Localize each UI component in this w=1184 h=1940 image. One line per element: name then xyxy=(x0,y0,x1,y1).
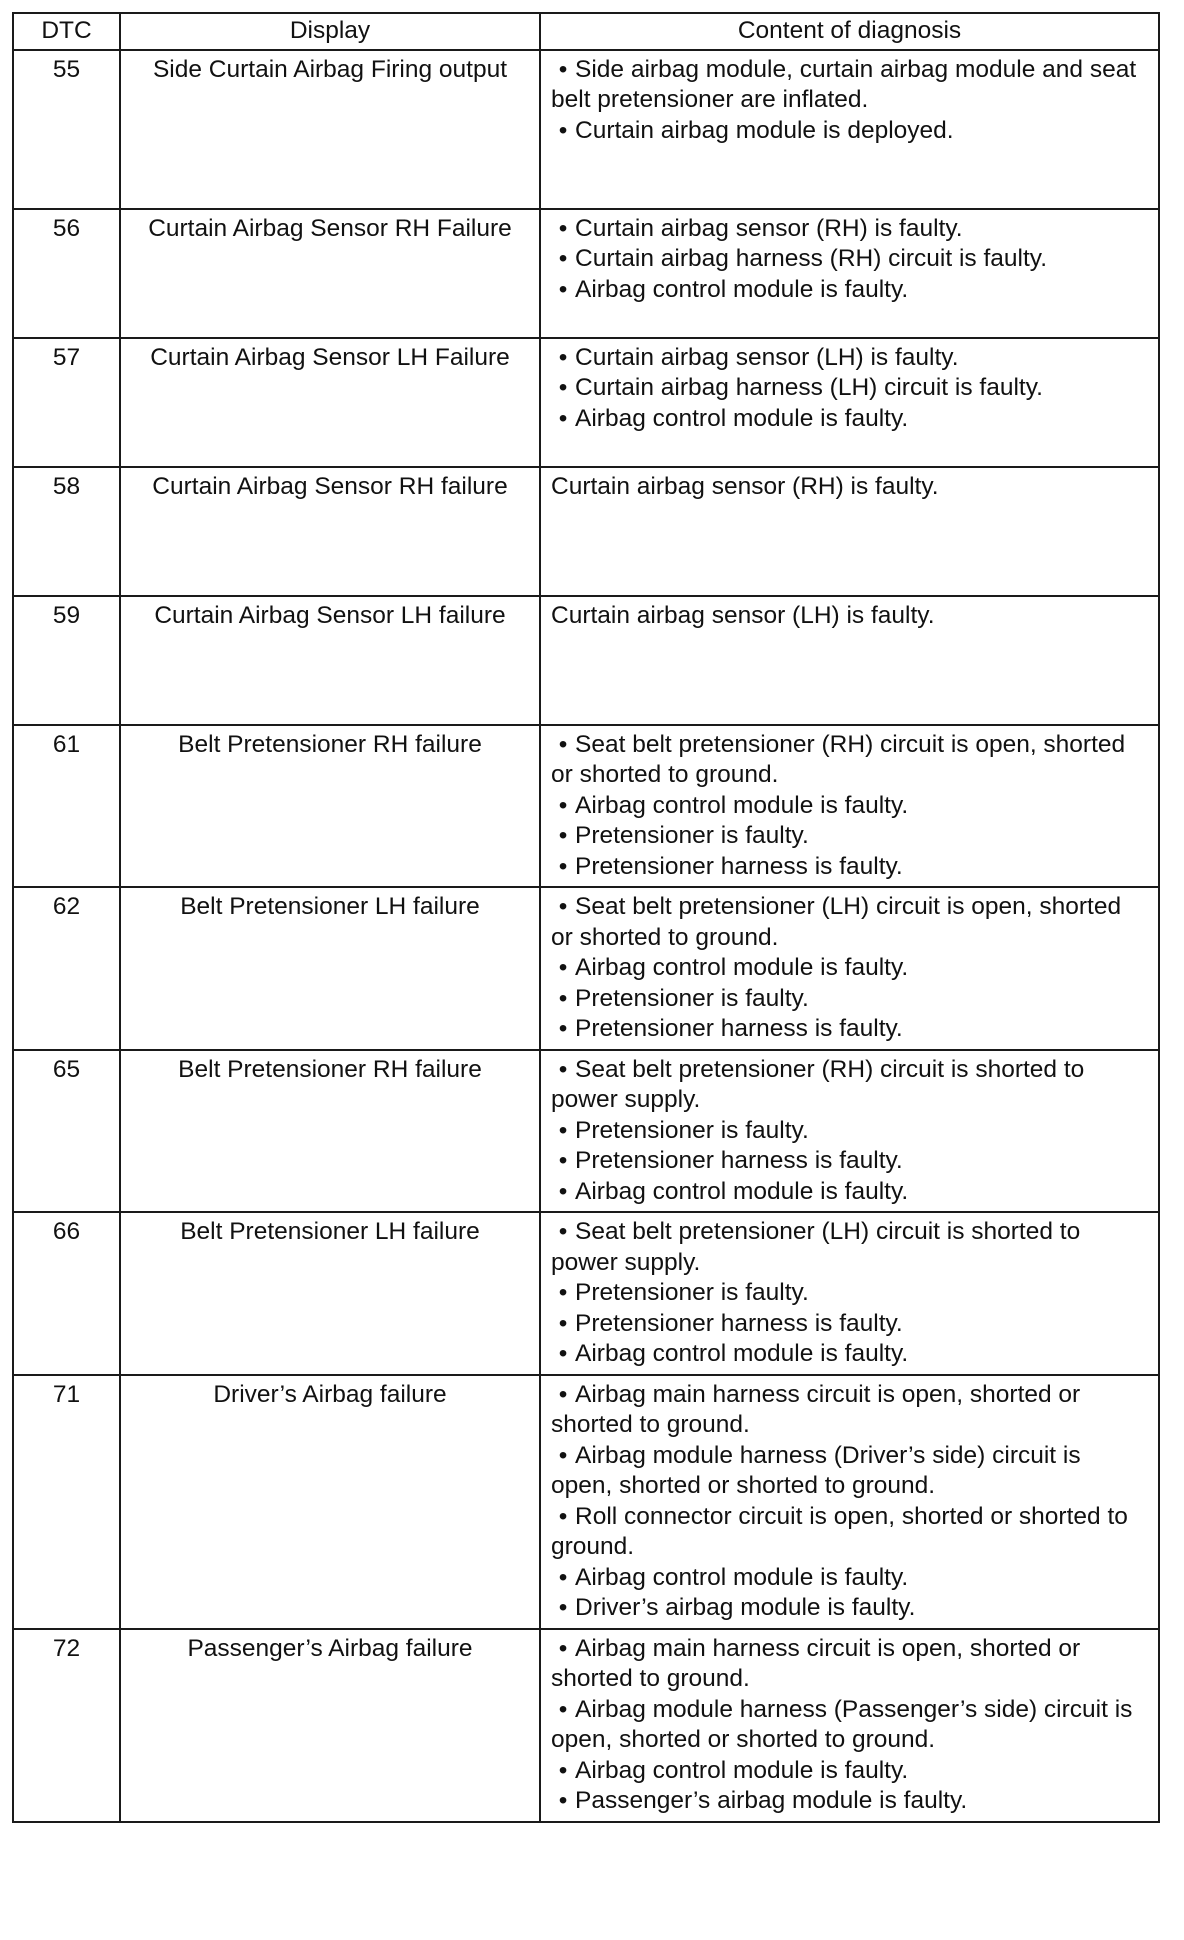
diagnosis-line xyxy=(551,1695,1148,1756)
diagnosis-text: Curtain airbag harness (LH) circuit is faulty. xyxy=(575,374,1043,401)
diagnosis-line xyxy=(551,601,1148,632)
diagnosis-line xyxy=(551,892,1148,953)
diagnosis-text: Airbag control module is faulty. xyxy=(575,1177,909,1205)
table-row xyxy=(13,725,1159,888)
header-display: Display xyxy=(120,13,540,50)
bullet-icon: • xyxy=(558,1340,568,1367)
bullet-icon: • xyxy=(558,730,568,758)
table-row xyxy=(13,1375,1159,1629)
table-header xyxy=(13,13,1159,50)
bullet-icon: • xyxy=(558,1147,568,1174)
diagnosis-text: Pretensioner harness is faulty. xyxy=(575,852,903,880)
diagnosis-text: Roll connector circuit is open, shorted or shorted to ground. xyxy=(551,1502,1128,1560)
diagnosis-text: Pretensioner harness is faulty. xyxy=(575,1147,903,1174)
diagnosis-line xyxy=(551,1593,1148,1624)
diagnosis-text: Seat belt pretensioner (LH) circuit is shorted to power supply. xyxy=(551,1218,1081,1276)
table-row xyxy=(13,209,1159,338)
diagnosis-text: Pretensioner is faulty. xyxy=(575,822,809,849)
dtc-display: Belt Pretensioner RH failure xyxy=(120,725,540,888)
diagnosis-line xyxy=(551,1502,1148,1563)
dtc-display: Driver’s Airbag failure xyxy=(120,1375,540,1629)
diagnosis-line xyxy=(551,55,1148,116)
bullet-icon: • xyxy=(558,1756,568,1784)
diagnosis-text: Pretensioner is faulty. xyxy=(575,984,809,1012)
dtc-code: 59 xyxy=(13,596,120,725)
bullet-icon: • xyxy=(558,1634,568,1662)
dtc-code: 62 xyxy=(13,887,120,1050)
diagnosis-line xyxy=(551,275,1148,306)
diagnosis-line xyxy=(551,730,1148,791)
diagnosis-text: Seat belt pretensioner (RH) circuit is shorted to power supply. xyxy=(551,1055,1085,1113)
diagnosis-line xyxy=(551,821,1148,852)
dtc-code: 56 xyxy=(13,209,120,338)
header-row xyxy=(13,13,1159,50)
dtc-display: Curtain Airbag Sensor RH failure xyxy=(120,467,540,596)
header-content: Content of diagnosis xyxy=(540,13,1159,50)
dtc-code: 71 xyxy=(13,1375,120,1629)
diagnosis-line xyxy=(551,1380,1148,1441)
diagnosis-text: Airbag main harness circuit is open, shorted or shorted to ground. xyxy=(551,1380,1081,1438)
dtc-code: 58 xyxy=(13,467,120,596)
diagnosis-text: Curtain airbag sensor (RH) is faulty. xyxy=(551,472,939,500)
table-body xyxy=(13,50,1159,1822)
diagnosis-line xyxy=(551,1177,1148,1208)
bullet-icon: • xyxy=(558,55,568,83)
bullet-icon: • xyxy=(558,1309,568,1337)
dtc-content xyxy=(540,209,1159,338)
diagnosis-text: Airbag control module is faulty. xyxy=(575,404,909,432)
dtc-display: Belt Pretensioner LH failure xyxy=(120,1212,540,1375)
diagnosis-line xyxy=(551,343,1148,374)
table-row xyxy=(13,1212,1159,1375)
bullet-icon: • xyxy=(558,374,568,401)
dtc-content xyxy=(540,596,1159,725)
bullet-icon: • xyxy=(558,245,568,272)
bullet-icon: • xyxy=(558,1177,568,1205)
table-row xyxy=(13,1050,1159,1213)
bullet-icon: • xyxy=(558,404,568,432)
diagnosis-text: Airbag control module is faulty. xyxy=(575,1563,909,1591)
diagnosis-text: Curtain airbag sensor (RH) is faulty. xyxy=(575,214,963,242)
diagnosis-text: Airbag control module is faulty. xyxy=(575,791,909,819)
dtc-display: Belt Pretensioner LH failure xyxy=(120,887,540,1050)
bullet-icon: • xyxy=(558,984,568,1012)
dtc-content xyxy=(540,50,1159,209)
diagnosis-text: Airbag control module is faulty. xyxy=(575,1340,909,1367)
diagnosis-text: Airbag main harness circuit is open, shorted or shorted to ground. xyxy=(551,1634,1081,1692)
bullet-icon: • xyxy=(558,1594,568,1621)
dtc-content xyxy=(540,887,1159,1050)
table-row xyxy=(13,887,1159,1050)
bullet-icon: • xyxy=(558,1279,568,1306)
diagnosis-text: Curtain airbag sensor (LH) is faulty. xyxy=(575,343,959,371)
dtc-code: 72 xyxy=(13,1629,120,1822)
bullet-icon: • xyxy=(558,1502,568,1530)
header-dtc: DTC xyxy=(13,13,120,50)
diagnosis-line xyxy=(551,1014,1148,1045)
dtc-content xyxy=(540,1050,1159,1213)
diagnosis-line xyxy=(551,1309,1148,1340)
diagnosis-text: Airbag control module is faulty. xyxy=(575,954,909,981)
dtc-content xyxy=(540,725,1159,888)
diagnosis-line xyxy=(551,244,1148,275)
dtc-code: 61 xyxy=(13,725,120,888)
diagnosis-text: Pretensioner harness is faulty. xyxy=(575,1015,903,1042)
diagnosis-line xyxy=(551,1563,1148,1594)
dtc-display: Curtain Airbag Sensor RH Failure xyxy=(120,209,540,338)
table-row xyxy=(13,338,1159,467)
dtc-content xyxy=(540,1212,1159,1375)
dtc-content xyxy=(540,467,1159,596)
dtc-display: Curtain Airbag Sensor LH Failure xyxy=(120,338,540,467)
bullet-icon: • xyxy=(558,116,568,144)
bullet-icon: • xyxy=(558,822,568,849)
diagnosis-text: Curtain airbag harness (RH) circuit is faulty. xyxy=(575,245,1048,272)
diagnosis-text: Pretensioner harness is faulty. xyxy=(575,1309,903,1337)
dtc-code: 55 xyxy=(13,50,120,209)
diagnosis-line xyxy=(551,984,1148,1015)
bullet-icon: • xyxy=(558,1380,568,1408)
bullet-icon: • xyxy=(558,893,568,920)
bullet-icon: • xyxy=(558,1441,568,1469)
diagnosis-line xyxy=(551,1441,1148,1502)
table-row xyxy=(13,1629,1159,1822)
diagnosis-text: Pretensioner is faulty. xyxy=(575,1279,809,1306)
diagnosis-line xyxy=(551,472,1148,503)
diagnosis-line xyxy=(551,1756,1148,1787)
table-row xyxy=(13,467,1159,596)
bullet-icon: • xyxy=(558,1055,568,1083)
diagnosis-text: Seat belt pretensioner (RH) circuit is open, shorted or shorted to ground. xyxy=(551,730,1126,788)
dtc-content xyxy=(540,1375,1159,1629)
bullet-icon: • xyxy=(558,1218,568,1245)
diagnosis-text: Seat belt pretensioner (LH) circuit is open, shorted or shorted to ground. xyxy=(551,893,1122,951)
diagnosis-text: Curtain airbag sensor (LH) is faulty. xyxy=(551,601,935,629)
diagnosis-line xyxy=(551,1146,1148,1177)
bullet-icon: • xyxy=(558,1563,568,1591)
dtc-display: Passenger’s Airbag failure xyxy=(120,1629,540,1822)
diagnosis-text: Airbag module harness (Driver’s side) circuit is open, shorted or shorted to ground. xyxy=(551,1441,1081,1499)
diagnosis-line xyxy=(551,1278,1148,1309)
diagnosis-text: Side airbag module, curtain airbag module and seat belt pretensioner are inflated. xyxy=(551,55,1137,113)
bullet-icon: • xyxy=(558,791,568,819)
diagnosis-text: Curtain airbag module is deployed. xyxy=(575,116,954,144)
dtc-display: Side Curtain Airbag Firing output xyxy=(120,50,540,209)
bullet-icon: • xyxy=(558,214,568,242)
dtc-content xyxy=(540,1629,1159,1822)
diagnosis-line xyxy=(551,214,1148,245)
dtc-content xyxy=(540,338,1159,467)
bullet-icon: • xyxy=(558,1695,568,1723)
diagnosis-line xyxy=(551,116,1148,147)
diagnosis-line xyxy=(551,1339,1148,1370)
diagnosis-text: Pretensioner is faulty. xyxy=(575,1116,809,1144)
diagnosis-line xyxy=(551,1217,1148,1278)
dtc-code: 66 xyxy=(13,1212,120,1375)
dtc-code: 57 xyxy=(13,338,120,467)
dtc-table xyxy=(12,12,1160,1823)
bullet-icon: • xyxy=(558,954,568,981)
bullet-icon: • xyxy=(558,1015,568,1042)
bullet-icon: • xyxy=(558,852,568,880)
diagnosis-line xyxy=(551,1786,1148,1817)
bullet-icon: • xyxy=(558,343,568,371)
bullet-icon: • xyxy=(558,1787,568,1814)
diagnosis-text: Passenger’s airbag module is faulty. xyxy=(575,1787,968,1814)
diagnosis-line xyxy=(551,791,1148,822)
diagnosis-line xyxy=(551,1055,1148,1116)
bullet-icon: • xyxy=(558,1116,568,1144)
diagnosis-text: Driver’s airbag module is faulty. xyxy=(575,1594,916,1621)
diagnosis-line xyxy=(551,953,1148,984)
diagnosis-text: Airbag control module is faulty. xyxy=(575,275,909,303)
diagnosis-line xyxy=(551,852,1148,883)
diagnosis-text: Airbag control module is faulty. xyxy=(575,1756,909,1784)
diagnosis-line xyxy=(551,1116,1148,1147)
diagnosis-text: Airbag module harness (Passenger’s side) circuit is open, shorted or shorted to ground. xyxy=(551,1695,1133,1753)
table-row xyxy=(13,596,1159,725)
bullet-icon: • xyxy=(558,275,568,303)
diagnosis-line xyxy=(551,373,1148,404)
diagnosis-line xyxy=(551,1634,1148,1695)
dtc-display: Curtain Airbag Sensor LH failure xyxy=(120,596,540,725)
dtc-code: 65 xyxy=(13,1050,120,1213)
diagnosis-line xyxy=(551,404,1148,435)
dtc-display: Belt Pretensioner RH failure xyxy=(120,1050,540,1213)
table-row xyxy=(13,50,1159,209)
